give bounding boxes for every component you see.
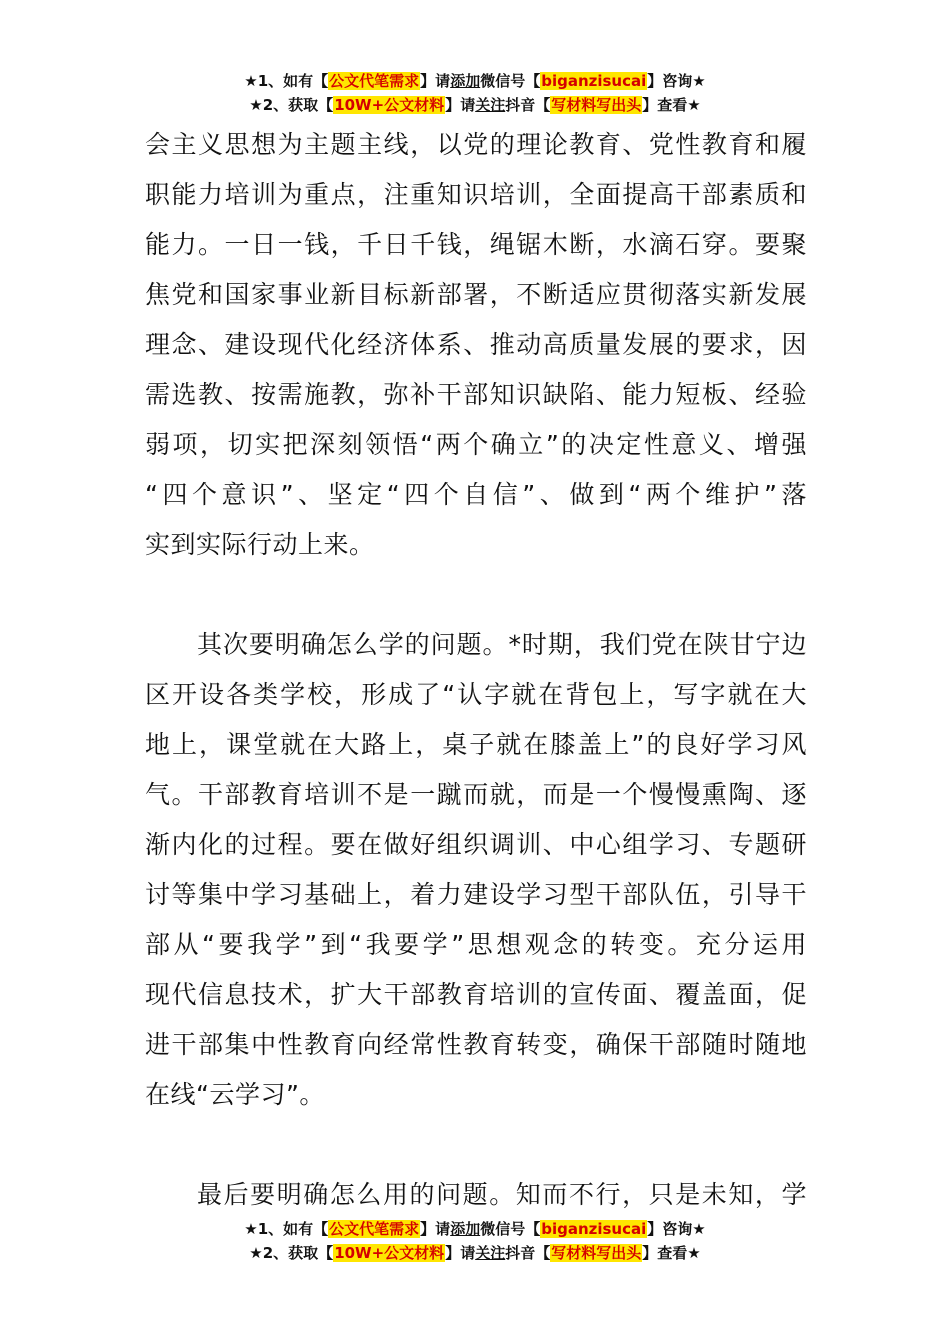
text-line: 地上，课堂就在大路上，桌子就在膝盖上”的良好学习风 <box>145 730 807 759</box>
notice-text: 】请 <box>445 1244 476 1262</box>
notice-line-2 <box>0 94 950 118</box>
paragraph-gap <box>145 1120 807 1170</box>
notice-suffix: 】咨询★ <box>647 1220 706 1238</box>
header-notice <box>0 70 950 118</box>
paragraph-1 <box>145 120 807 570</box>
text-line: 最后要明确怎么用的问题。知而不行，只是未知，学 <box>197 1180 807 1209</box>
notice-line-1 <box>0 1218 950 1242</box>
text-line: “四个意识”、坚定“四个自信”、做到“两个维护”落 <box>145 480 807 509</box>
text-line: 焦党和国家事业新目标新部署，不断适应贯彻落实新发展 <box>145 280 807 309</box>
footer-notice <box>0 1218 950 1266</box>
notice-line-2 <box>0 1242 950 1266</box>
notice-prefix: ★2、获取【 <box>249 1244 334 1262</box>
notice-text: 】请 <box>420 72 451 90</box>
notice-text: 微信号【 <box>480 1220 541 1238</box>
notice-text: 微信号【 <box>480 72 541 90</box>
text-line: 实到实际行动上来。 <box>145 530 375 559</box>
notice-prefix: ★1、如有【 <box>244 1220 329 1238</box>
notice-prefix: ★2、获取【 <box>249 96 334 114</box>
notice-underlined-text: 关注 <box>475 1244 506 1262</box>
paragraph-2 <box>145 620 807 1120</box>
notice-highlight-service: 公文代笔需求 <box>329 1220 420 1238</box>
text-line: 气。干部教育培训不是一蹴而就，而是一个慢慢熏陶、逐 <box>145 780 807 809</box>
text-line: 渐内化的过程。要在做好组织调训、中心组学习、专题研 <box>145 830 807 859</box>
notice-highlight-douyin: 写材料写出头 <box>551 1244 642 1262</box>
text-line: 进干部集中性教育向经常性教育转变，确保干部随时随地 <box>145 1030 807 1059</box>
text-line: 需选教、按需施教，弥补干部知识缺陷、能力短板、经验 <box>145 380 807 409</box>
notice-highlight-materials: 10W+公文材料 <box>334 96 445 114</box>
text-line: 部从“要我学”到“我要学”思想观念的转变。充分运用 <box>145 930 807 959</box>
text-line: 在线“云学习”。 <box>145 1080 325 1109</box>
notice-highlight-service: 公文代笔需求 <box>329 72 420 90</box>
paragraph-3 <box>145 1170 807 1220</box>
text-line: 会主义思想为主题主线，以党的理论教育、党性教育和履 <box>145 130 807 159</box>
notice-highlight-wechat-id: biganzisucai <box>541 1220 647 1238</box>
text-line: 讨等集中学习基础上，着力建设学习型干部队伍，引导干 <box>145 880 807 909</box>
document-body <box>145 120 807 1220</box>
notice-highlight-materials: 10W+公文材料 <box>334 1244 445 1262</box>
notice-suffix: 】查看★ <box>642 1244 701 1262</box>
notice-highlight-wechat-id: biganzisucai <box>541 72 647 90</box>
notice-text: 】请 <box>445 96 476 114</box>
text-line: 弱项，切实把深刻领悟“两个确立”的决定性意义、增强 <box>145 430 807 459</box>
notice-underlined-text: 添加 <box>450 1220 481 1238</box>
notice-line-1 <box>0 70 950 94</box>
notice-text: 】请 <box>420 1220 451 1238</box>
notice-highlight-douyin: 写材料写出头 <box>551 96 642 114</box>
text-line: 现代信息技术，扩大干部教育培训的宣传面、覆盖面，促 <box>145 980 807 1009</box>
notice-suffix: 】咨询★ <box>647 72 706 90</box>
text-line: 区开设各类学校，形成了“认字就在背包上，写字就在大 <box>145 680 807 709</box>
notice-text: 抖音【 <box>505 96 551 114</box>
notice-text: 抖音【 <box>505 1244 551 1262</box>
text-line: 能力。一日一钱，千日千钱，绳锯木断，水滴石穿。要聚 <box>145 230 807 259</box>
notice-underlined-text: 添加 <box>450 72 481 90</box>
notice-suffix: 】查看★ <box>642 96 701 114</box>
paragraph-gap <box>145 570 807 620</box>
text-line: 理念、建设现代化经济体系、推动高质量发展的要求，因 <box>145 330 807 359</box>
notice-prefix: ★1、如有【 <box>244 72 329 90</box>
notice-underlined-text: 关注 <box>475 96 506 114</box>
text-line: 其次要明确怎么学的问题。*时期，我们党在陕甘宁边 <box>197 630 807 659</box>
text-line: 职能力培训为重点，注重知识培训，全面提高干部素质和 <box>145 180 807 209</box>
